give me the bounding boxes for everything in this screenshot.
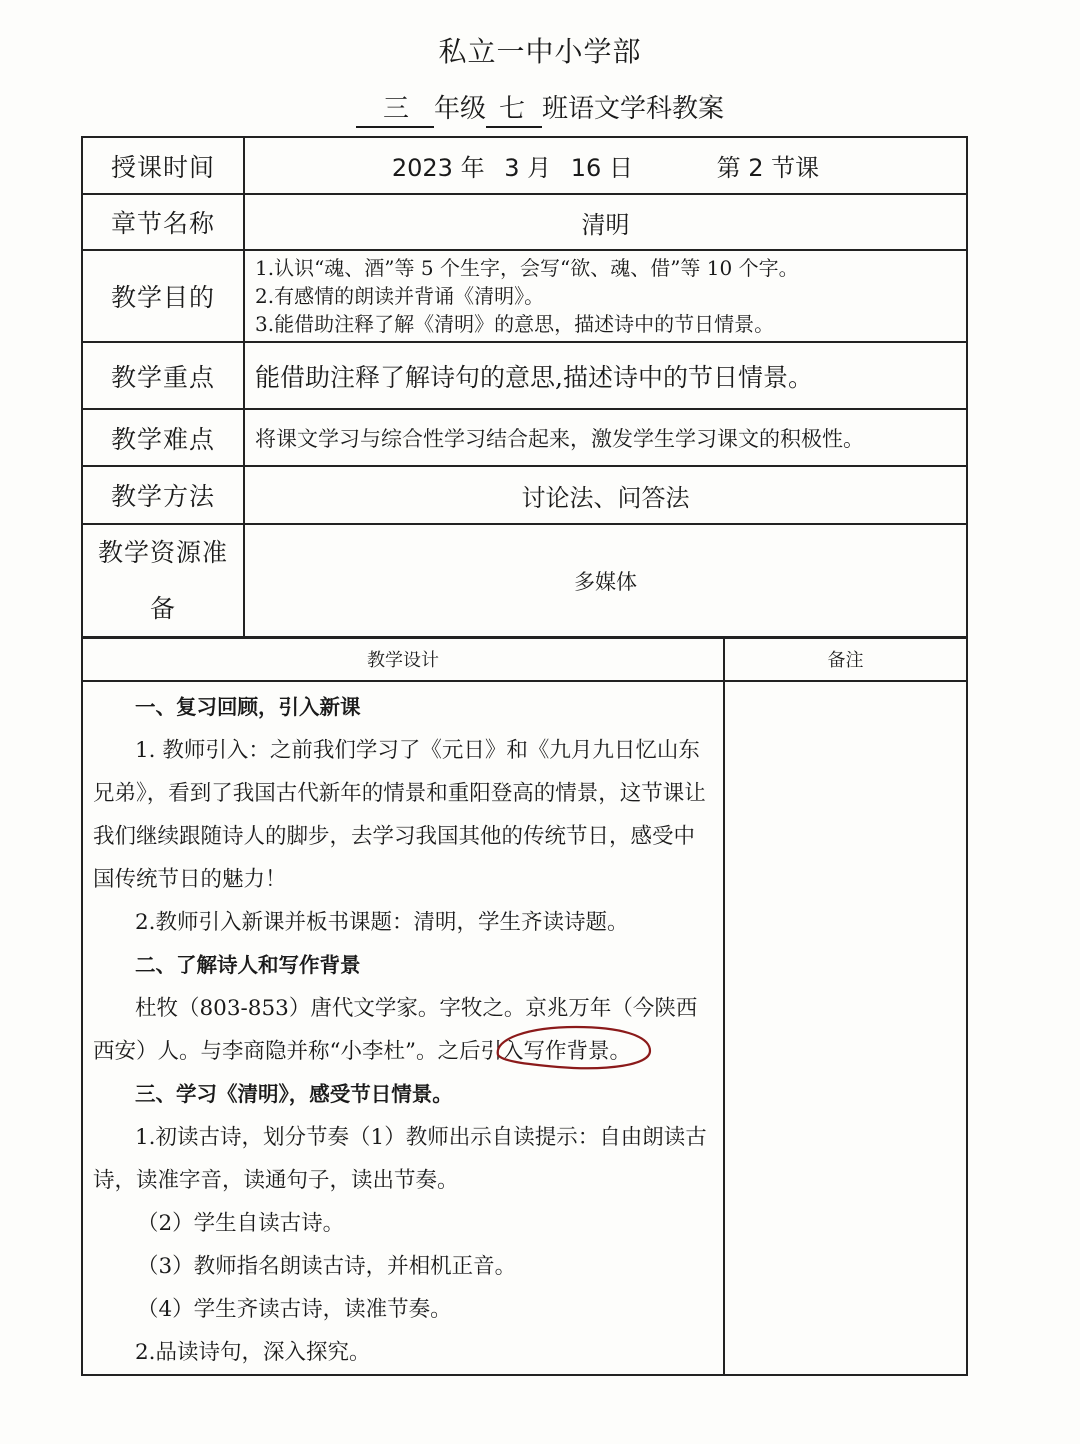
paragraph: 1. 教师引入：之前我们学习了《元日》和《九月九日忆山东兄弟》，看到了我国古代新年的情景和重阳登高的情景，这节课让我们继续跟随诗人的脚步，去学习我国其他的传统节日，感受中国传统节日的魅力！ bbox=[93, 738, 706, 892]
class-value: 七 bbox=[486, 92, 542, 128]
paragraph: 2.品读诗句，深入探究。 bbox=[135, 1340, 371, 1365]
section-heading: 三、学习《清明》，感受节日情景。 bbox=[135, 1082, 453, 1106]
section-heading: 一、复习回顾，引入新课 bbox=[135, 695, 361, 719]
method-label: 教学方法 bbox=[82, 466, 244, 524]
difficulty-row bbox=[82, 409, 967, 466]
note-column-header: 备注 bbox=[724, 637, 967, 681]
goal-label: 教学目的 bbox=[82, 250, 244, 342]
goal-row bbox=[82, 250, 967, 342]
goal-list bbox=[244, 250, 967, 342]
resource-label-line1: 教学资源准 bbox=[97, 538, 228, 567]
resource-value: 多媒体 bbox=[244, 524, 967, 638]
chapter-value: 清明 bbox=[244, 194, 967, 250]
time-row bbox=[82, 137, 967, 194]
day: 16 日 bbox=[570, 154, 633, 182]
class-suffix: 班语文学科教案 bbox=[542, 94, 725, 124]
goal-item: 2.有感情的朗读并背诵《清明》。 bbox=[255, 284, 545, 308]
plan-subtitle bbox=[0, 88, 1080, 128]
period: 第 2 节课 bbox=[716, 154, 820, 182]
resource-label-line2: 备 bbox=[149, 594, 176, 623]
paragraph: （2）学生自读古诗。 bbox=[137, 1211, 345, 1236]
time-label: 授课时间 bbox=[82, 137, 244, 194]
key-label: 教学重点 bbox=[82, 342, 244, 409]
school-title: 私立一中小学部 bbox=[438, 35, 642, 68]
resource-label bbox=[82, 524, 244, 638]
method-value: 讨论法、问答法 bbox=[244, 466, 967, 524]
chapter-label: 章节名称 bbox=[82, 194, 244, 250]
paragraph: （4）学生齐读古诗，读准节奏。 bbox=[137, 1297, 452, 1322]
teaching-design-table bbox=[81, 636, 968, 1376]
section-heading: 二、了解诗人和写作背景 bbox=[135, 953, 361, 977]
key-value: 能借助注释了解诗句的意思,描述诗中的节日情景。 bbox=[244, 342, 967, 409]
goal-item: 1.认识“魂、酒”等 5 个生字，会写“欲、魂、借”等 10 个字。 bbox=[255, 256, 799, 280]
grade-value: 三 bbox=[356, 92, 434, 128]
paragraph: （3）教师指名朗读古诗，并相机正音。 bbox=[137, 1254, 517, 1279]
lesson-info-table bbox=[81, 136, 968, 639]
resource-row bbox=[82, 524, 967, 638]
pen-circle-mark bbox=[488, 1021, 658, 1075]
goal-item: 3.能借助注释了解《清明》的意思，描述诗中的节日情景。 bbox=[255, 312, 775, 336]
paragraph: 杜牧（803-853）唐代文学家。字牧之。京兆万年（今陕西西安）人。与李商隐并称“小李杜”。之后引入写作背景。 bbox=[93, 996, 698, 1064]
note-body bbox=[724, 681, 967, 1375]
paragraph: 2.教师引入新课并板书课题：清明，学生齐读诗题。 bbox=[135, 910, 629, 935]
chapter-row bbox=[82, 194, 967, 250]
paragraph: 1.初读古诗，划分节奏（1）教师出示自读提示：自由朗读古诗，读准字音，读通句子，读出节奏。 bbox=[93, 1125, 707, 1193]
method-row bbox=[82, 466, 967, 524]
grade-suffix: 年级 bbox=[433, 94, 486, 124]
difficulty-label: 教学难点 bbox=[82, 409, 244, 466]
design-column-header: 教学设计 bbox=[82, 637, 724, 681]
key-row bbox=[82, 342, 967, 409]
time-value bbox=[244, 137, 967, 194]
month: 3 月 bbox=[504, 154, 552, 182]
difficulty-value: 将课文学习与综合性学习结合起来，激发学生学习课文的积极性。 bbox=[244, 409, 967, 466]
year: 2023 年 bbox=[391, 154, 485, 182]
